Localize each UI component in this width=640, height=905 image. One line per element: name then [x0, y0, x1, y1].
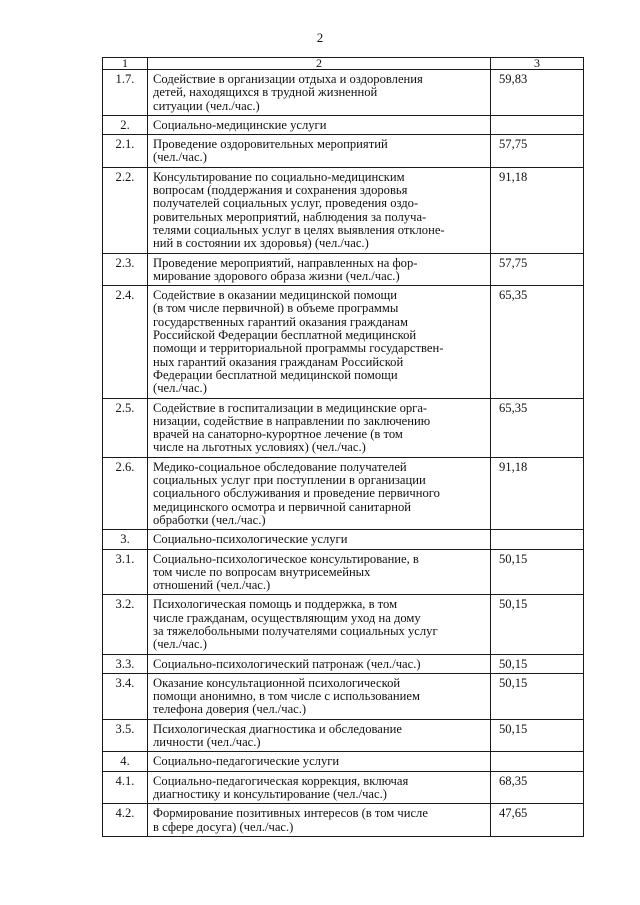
- table-row: [103, 549, 584, 595]
- service-text-line: мирование здорового образа жизни (чел./час.): [153, 268, 400, 283]
- service-text-line: отношений (чел./час.): [153, 578, 271, 593]
- service-text-line: Содействие в госпитализации в медицинские орга-: [153, 400, 428, 415]
- row-service-name: [148, 654, 491, 673]
- row-number: 2.6.: [103, 457, 148, 529]
- row-service-name: [148, 286, 491, 398]
- row-service-name: [148, 595, 491, 654]
- service-text-line: Медико-социальное обследование получателей: [153, 459, 407, 474]
- service-text-line: врачей на санаторно-курортное лечение (в том: [153, 427, 403, 442]
- row-value: 50,15: [491, 673, 584, 719]
- service-text-line: в сфере досуга) (чел./час.): [153, 819, 294, 834]
- service-text-line: числе на льготных условиях) (чел./час.): [153, 440, 366, 455]
- row-service-name: [148, 771, 491, 804]
- service-text-line: вопросам (поддержания и сохранения здоровья: [153, 183, 408, 198]
- table-row: [103, 457, 584, 529]
- row-number: 3.2.: [103, 595, 148, 654]
- row-value: 50,15: [491, 719, 584, 752]
- row-service-name: [148, 398, 491, 457]
- service-text-line: Социально-медицинские услуги: [153, 117, 327, 132]
- table-header-row: [103, 58, 584, 70]
- service-text-line: Содействие в организации отдыха и оздоровления: [153, 72, 423, 86]
- row-number: 3.3.: [103, 654, 148, 673]
- service-text-line: Социально-психологический патронаж (чел./час.): [153, 656, 421, 671]
- section-row: [103, 530, 584, 549]
- row-service-name: [148, 253, 491, 286]
- row-service-name: [148, 167, 491, 253]
- service-text-line: Проведение оздоровительных мероприятий: [153, 137, 388, 152]
- row-value: [491, 752, 584, 771]
- service-text-line: (чел./час.): [153, 637, 207, 652]
- service-text-line: (в том числе первичной) в объеме программы: [153, 301, 399, 316]
- row-number: 4.: [103, 752, 148, 771]
- row-number: 2.: [103, 115, 148, 134]
- service-text-line: Формирование позитивных интересов (в том числе: [153, 806, 428, 821]
- table-row: [103, 286, 584, 398]
- row-number: 3.4.: [103, 673, 148, 719]
- service-text-line: Социально-педагогическая коррекция, включая: [153, 773, 409, 788]
- service-text-line: ных гарантий оказания гражданам Российской: [153, 354, 404, 369]
- service-text-line: Психологическая диагностика и обследование: [153, 721, 402, 736]
- row-value: [491, 115, 584, 134]
- service-text-line: Социально-психологическое консультирование, в: [153, 551, 419, 566]
- row-service-name: [148, 457, 491, 529]
- row-number: 2.4.: [103, 286, 148, 398]
- row-service-name: [148, 70, 491, 116]
- row-value: 50,15: [491, 549, 584, 595]
- row-number: 3.5.: [103, 719, 148, 752]
- service-text-line: диагностику и консультирование (чел./час.): [153, 786, 387, 801]
- row-service-name: [148, 673, 491, 719]
- row-number: 2.1.: [103, 135, 148, 168]
- table-body: [103, 58, 584, 837]
- row-value: 68,35: [491, 771, 584, 804]
- service-text-line: Содействие в оказании медицинской помощи: [153, 288, 397, 303]
- service-text-line: ний в состоянии их здоровья) (чел./час.): [153, 236, 369, 251]
- service-text-line: за тяжелобольными получателями социальных услуг: [153, 623, 438, 638]
- row-value: 47,65: [491, 804, 584, 837]
- table-row: [103, 398, 584, 457]
- row-value: 65,35: [491, 398, 584, 457]
- row-number: 4.2.: [103, 804, 148, 837]
- row-service-name: [148, 549, 491, 595]
- service-text-line: Социально-педагогические услуги: [153, 754, 340, 769]
- service-text-line: социальных услуг при поступлении в организации: [153, 473, 426, 488]
- service-text-line: телями социальных услуг в целях выявления отклоне-: [153, 222, 445, 237]
- row-number: 4.1.: [103, 771, 148, 804]
- row-service-name: [148, 115, 491, 134]
- row-service-name: [148, 719, 491, 752]
- row-value: [491, 530, 584, 549]
- row-value: 57,75: [491, 253, 584, 286]
- row-number: 2.5.: [103, 398, 148, 457]
- section-row: [103, 115, 584, 134]
- row-value: 57,75: [491, 135, 584, 168]
- service-text-line: Оказание консультационной психологической: [153, 675, 401, 690]
- table-row: [103, 771, 584, 804]
- service-text-line: детей, находящихся в трудной жизненной: [153, 85, 378, 100]
- tariff-table: [102, 57, 584, 837]
- section-row: [103, 752, 584, 771]
- service-text-line: медицинского осмотра и первичной санитарной: [153, 499, 412, 514]
- table-row: [103, 253, 584, 286]
- row-number: 2.2.: [103, 167, 148, 253]
- row-service-name: [148, 804, 491, 837]
- table-row: [103, 654, 584, 673]
- row-value: 59,83: [491, 70, 584, 116]
- service-text-line: обработки (чел./час.): [153, 512, 266, 527]
- service-text-line: Российской Федерации бесплатной медицинской: [153, 328, 417, 343]
- service-text-line: Федерации бесплатной медицинской помощи: [153, 367, 398, 382]
- row-value: 91,18: [491, 457, 584, 529]
- service-text-line: помощи и территориальной программы государствен-: [153, 341, 444, 356]
- row-value: 91,18: [491, 167, 584, 253]
- table-row: [103, 719, 584, 752]
- service-text-line: ровительных мероприятий, наблюдения за получа-: [153, 209, 427, 224]
- table-row: [103, 70, 584, 116]
- service-text-line: числе гражданам, осуществляющим уход на дому: [153, 610, 421, 625]
- service-text-line: (чел./час.): [153, 150, 207, 165]
- service-text-line: Социально-психологические услуги: [153, 532, 348, 547]
- row-service-name: [148, 135, 491, 168]
- row-number: 2.3.: [103, 253, 148, 286]
- service-text-line: ситуации (чел./час.): [153, 98, 260, 113]
- row-value: 65,35: [491, 286, 584, 398]
- header-cell-service: 2: [148, 58, 491, 70]
- page-number: 2: [316, 30, 324, 45]
- table-row: [103, 673, 584, 719]
- service-text-line: том числе по вопросам внутрисемейных: [153, 564, 371, 579]
- service-text-line: социального обслуживания и проведение первичного: [153, 486, 440, 501]
- service-text-line: помощи анонимно, в том числе с использованием: [153, 689, 420, 704]
- row-service-name: [148, 752, 491, 771]
- service-text-line: Консультирование по социально-медицинским: [153, 169, 405, 184]
- table-row: [103, 804, 584, 837]
- row-number: 3.: [103, 530, 148, 549]
- service-text-line: низации, содействие в направлении по заключению: [153, 413, 431, 428]
- service-text-line: получателей социальных услуг, проведения оздо-: [153, 196, 419, 211]
- service-text-line: государственных гарантий оказания гражданам: [153, 314, 408, 329]
- table-row: [103, 167, 584, 253]
- service-text-line: телефона доверия (чел./час.): [153, 702, 307, 717]
- service-text-line: Проведение мероприятий, направленных на фор-: [153, 255, 418, 270]
- row-number: 1.7.: [103, 70, 148, 116]
- table-row: [103, 595, 584, 654]
- row-value: 50,15: [491, 595, 584, 654]
- row-number: 3.1.: [103, 549, 148, 595]
- row-service-name: [148, 530, 491, 549]
- header-cell-value: 3: [491, 58, 584, 70]
- service-text-line: Психологическая помощь и поддержка, в том: [153, 597, 398, 612]
- service-text-line: (чел./час.): [153, 381, 207, 396]
- service-text-line: личности (чел./час.): [153, 735, 261, 750]
- row-value: 50,15: [491, 654, 584, 673]
- table-row: [103, 135, 584, 168]
- header-cell-number: 1: [103, 58, 148, 70]
